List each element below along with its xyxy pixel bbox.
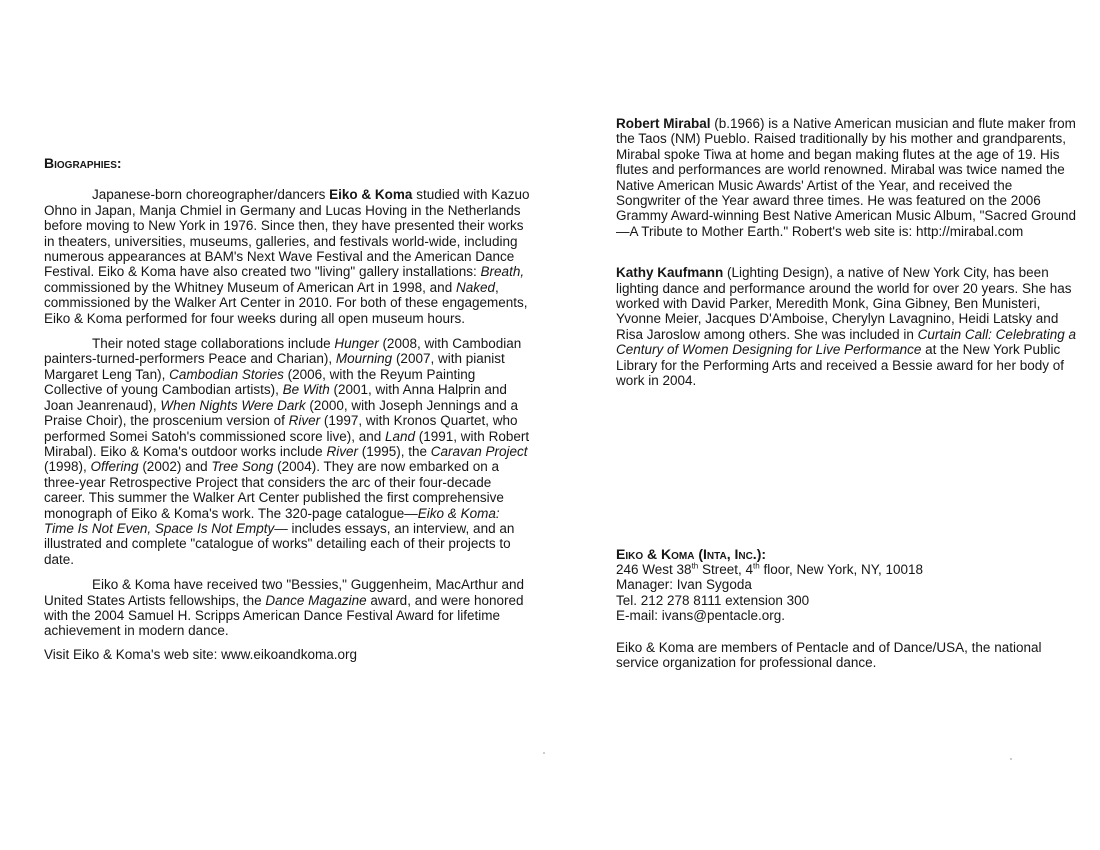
work-title: River bbox=[288, 413, 321, 429]
telephone-line: Tel. 212 278 8111 extension 300 bbox=[616, 592, 810, 608]
kaufmann-bio bbox=[616, 265, 1080, 388]
text: (1991, with Robert Mirabal). Eiko & Koma's outdoor works include bbox=[44, 428, 530, 459]
person-name: Robert Mirabal bbox=[616, 116, 711, 131]
work-title: Naked bbox=[455, 279, 495, 295]
organization-name: Eiko & Koma (Inta, Inc.): bbox=[616, 545, 767, 562]
work-title: Hunger bbox=[334, 336, 379, 352]
text: studied with Kazuo Ohno in Japan, Manja Chmiel in Germany and Lucas Hoving in the Netherlands before moving to New York in 1976. Since then, they have presented their works in theaters, universities, museums, galleries, and festivals world-wide, including numerous appearances at BAM's Next Wave Festival and the American Dance Festival. Eiko & Koma have also created two "living" gallery installations: bbox=[44, 187, 530, 280]
book-title: Curtain Call: Celebrating a Century of Women Designing for Live Performance bbox=[616, 326, 1076, 358]
membership-note: Eiko & Koma are members of Pentacle and of Dance/USA, the national service organization for professional dance. bbox=[616, 639, 1042, 670]
right-column bbox=[616, 116, 1080, 670]
text: award, and were honored with the 2004 Samuel H. Scripps American Dance Festival Award for lifetime achievement in modern dance. bbox=[44, 592, 524, 639]
work-title: When Nights Were Dark bbox=[160, 397, 306, 413]
superscript: th bbox=[691, 561, 699, 571]
text: (1995), the bbox=[357, 443, 431, 459]
superscript: th bbox=[753, 561, 760, 571]
work-title: Tree Song bbox=[211, 459, 274, 475]
text: (2008, with Cambodian painters-turned-performers Peace and Charian), bbox=[44, 336, 522, 367]
mirabal-bio bbox=[616, 116, 1080, 239]
address-line bbox=[616, 562, 1080, 577]
work-title: River bbox=[326, 443, 358, 459]
text: (Lighting Design), a native of New York City, has been lighting dance and performance around the world for over 20 years. She has worked with David Parker, Meredith Monk, Gina Gibney, Ben Munisteri, Yvonne Meier, Jacques D'Amboise, Cherylyn Lavagnino, Heidi Latsky and Risa Jaroslow among others. She was included in bbox=[616, 265, 1072, 342]
left-column bbox=[44, 156, 532, 662]
work-title: Land bbox=[384, 428, 416, 444]
text: Street, 4 bbox=[698, 561, 754, 577]
scan-speck bbox=[543, 752, 545, 754]
text: (2002) and bbox=[138, 459, 212, 475]
text: (1998), bbox=[44, 459, 91, 475]
book-title: Eiko & Koma: Time Is Not Even, Space Is Not Empty— bbox=[44, 505, 500, 536]
email-line: E-mail: ivans@pentacle.org. bbox=[616, 608, 786, 624]
text: floor, New York, NY, 10018 bbox=[759, 561, 924, 577]
work-title: Offering bbox=[90, 459, 139, 475]
contact-block bbox=[616, 547, 1080, 624]
text: (2006, with the Reyum Painting Collective of young Cambodian artists), bbox=[44, 366, 476, 398]
text: includes essays, an interview, and an illustrated and complete "catalogue of works" detailing each of their projects to date. bbox=[44, 520, 515, 567]
text: commissioned by the Whitney Museum of American Art in 1998, and bbox=[44, 279, 456, 295]
magazine-title: Dance Magazine bbox=[265, 592, 367, 608]
person-name: Kathy Kaufmann bbox=[616, 265, 724, 281]
biographies-heading: Biographies: bbox=[44, 155, 122, 171]
bio-paragraph-3 bbox=[44, 577, 532, 639]
text: Their noted stage collaborations include bbox=[92, 336, 335, 352]
work-title: Mourning bbox=[335, 351, 393, 367]
work-title: Breath, bbox=[480, 264, 525, 280]
text: (2007, with pianist Margaret Leng Tan), bbox=[44, 351, 505, 382]
text: (2000, with Joseph Jennings and a Praise Choir), the proscenium version of bbox=[44, 397, 519, 429]
scan-speck bbox=[1010, 758, 1012, 760]
artist-name: Eiko & Koma bbox=[329, 187, 413, 203]
manager-line: Manager: Ivan Sygoda bbox=[616, 577, 752, 593]
text: 246 West 38 bbox=[616, 561, 692, 577]
text: at the New York Public Library for the Performing Arts and received a Bessie award for her body of work in 2004. bbox=[616, 342, 1064, 389]
text: , commissioned by the Walker Art Center in 2010. For both of these engagements, Eiko & Koma performed for four weeks during all open museum hours. bbox=[44, 279, 528, 326]
text: Eiko & Koma have received two "Bessies," Guggenheim, MacArthur and United States Artists fellowships, the bbox=[44, 577, 525, 608]
work-title: Be With bbox=[282, 382, 330, 398]
bio-paragraph-1 bbox=[44, 187, 532, 326]
work-title: Caravan Project bbox=[430, 443, 528, 459]
work-title: Cambodian Stories bbox=[169, 366, 284, 382]
text: Japanese-born choreographer/dancers bbox=[92, 187, 330, 203]
bio-paragraph-2 bbox=[44, 336, 532, 567]
text: (b.1966) is a Native American musician and flute maker from the Taos (NM) Pueblo. Raised traditionally by his mother and grandparents, Mirabal spoke Tiwa at home and began making flutes at the age of 19. His flutes and performances are world renowned. Mirabal was twice named the Native American Music Awards' Artist of the Year, and received the Songwriter of the Year award three times. He was featured on the 2006 Grammy Award-winning Best Native American Music Album, "Sacred Ground—A Tribute to Mother Earth." Robert's web site is: http://mirabal.com bbox=[616, 116, 1076, 239]
website-line: Visit Eiko & Koma's web site: www.eikoandkoma.org bbox=[44, 646, 357, 662]
text: (2004). They are now embarked on a three-year Retrospective Project that considers the arc of their four-decade career. This summer the Walker Art Center published the first comprehensive monograph of Eiko & Koma's work. The 320-page catalogue— bbox=[44, 459, 504, 521]
text: (1997, with Kronos Quartet, who performed Somei Satoh's commissioned score live), and bbox=[44, 413, 518, 444]
text: (2001, with Anna Halprin and Joan Jeanrenaud), bbox=[44, 382, 507, 413]
